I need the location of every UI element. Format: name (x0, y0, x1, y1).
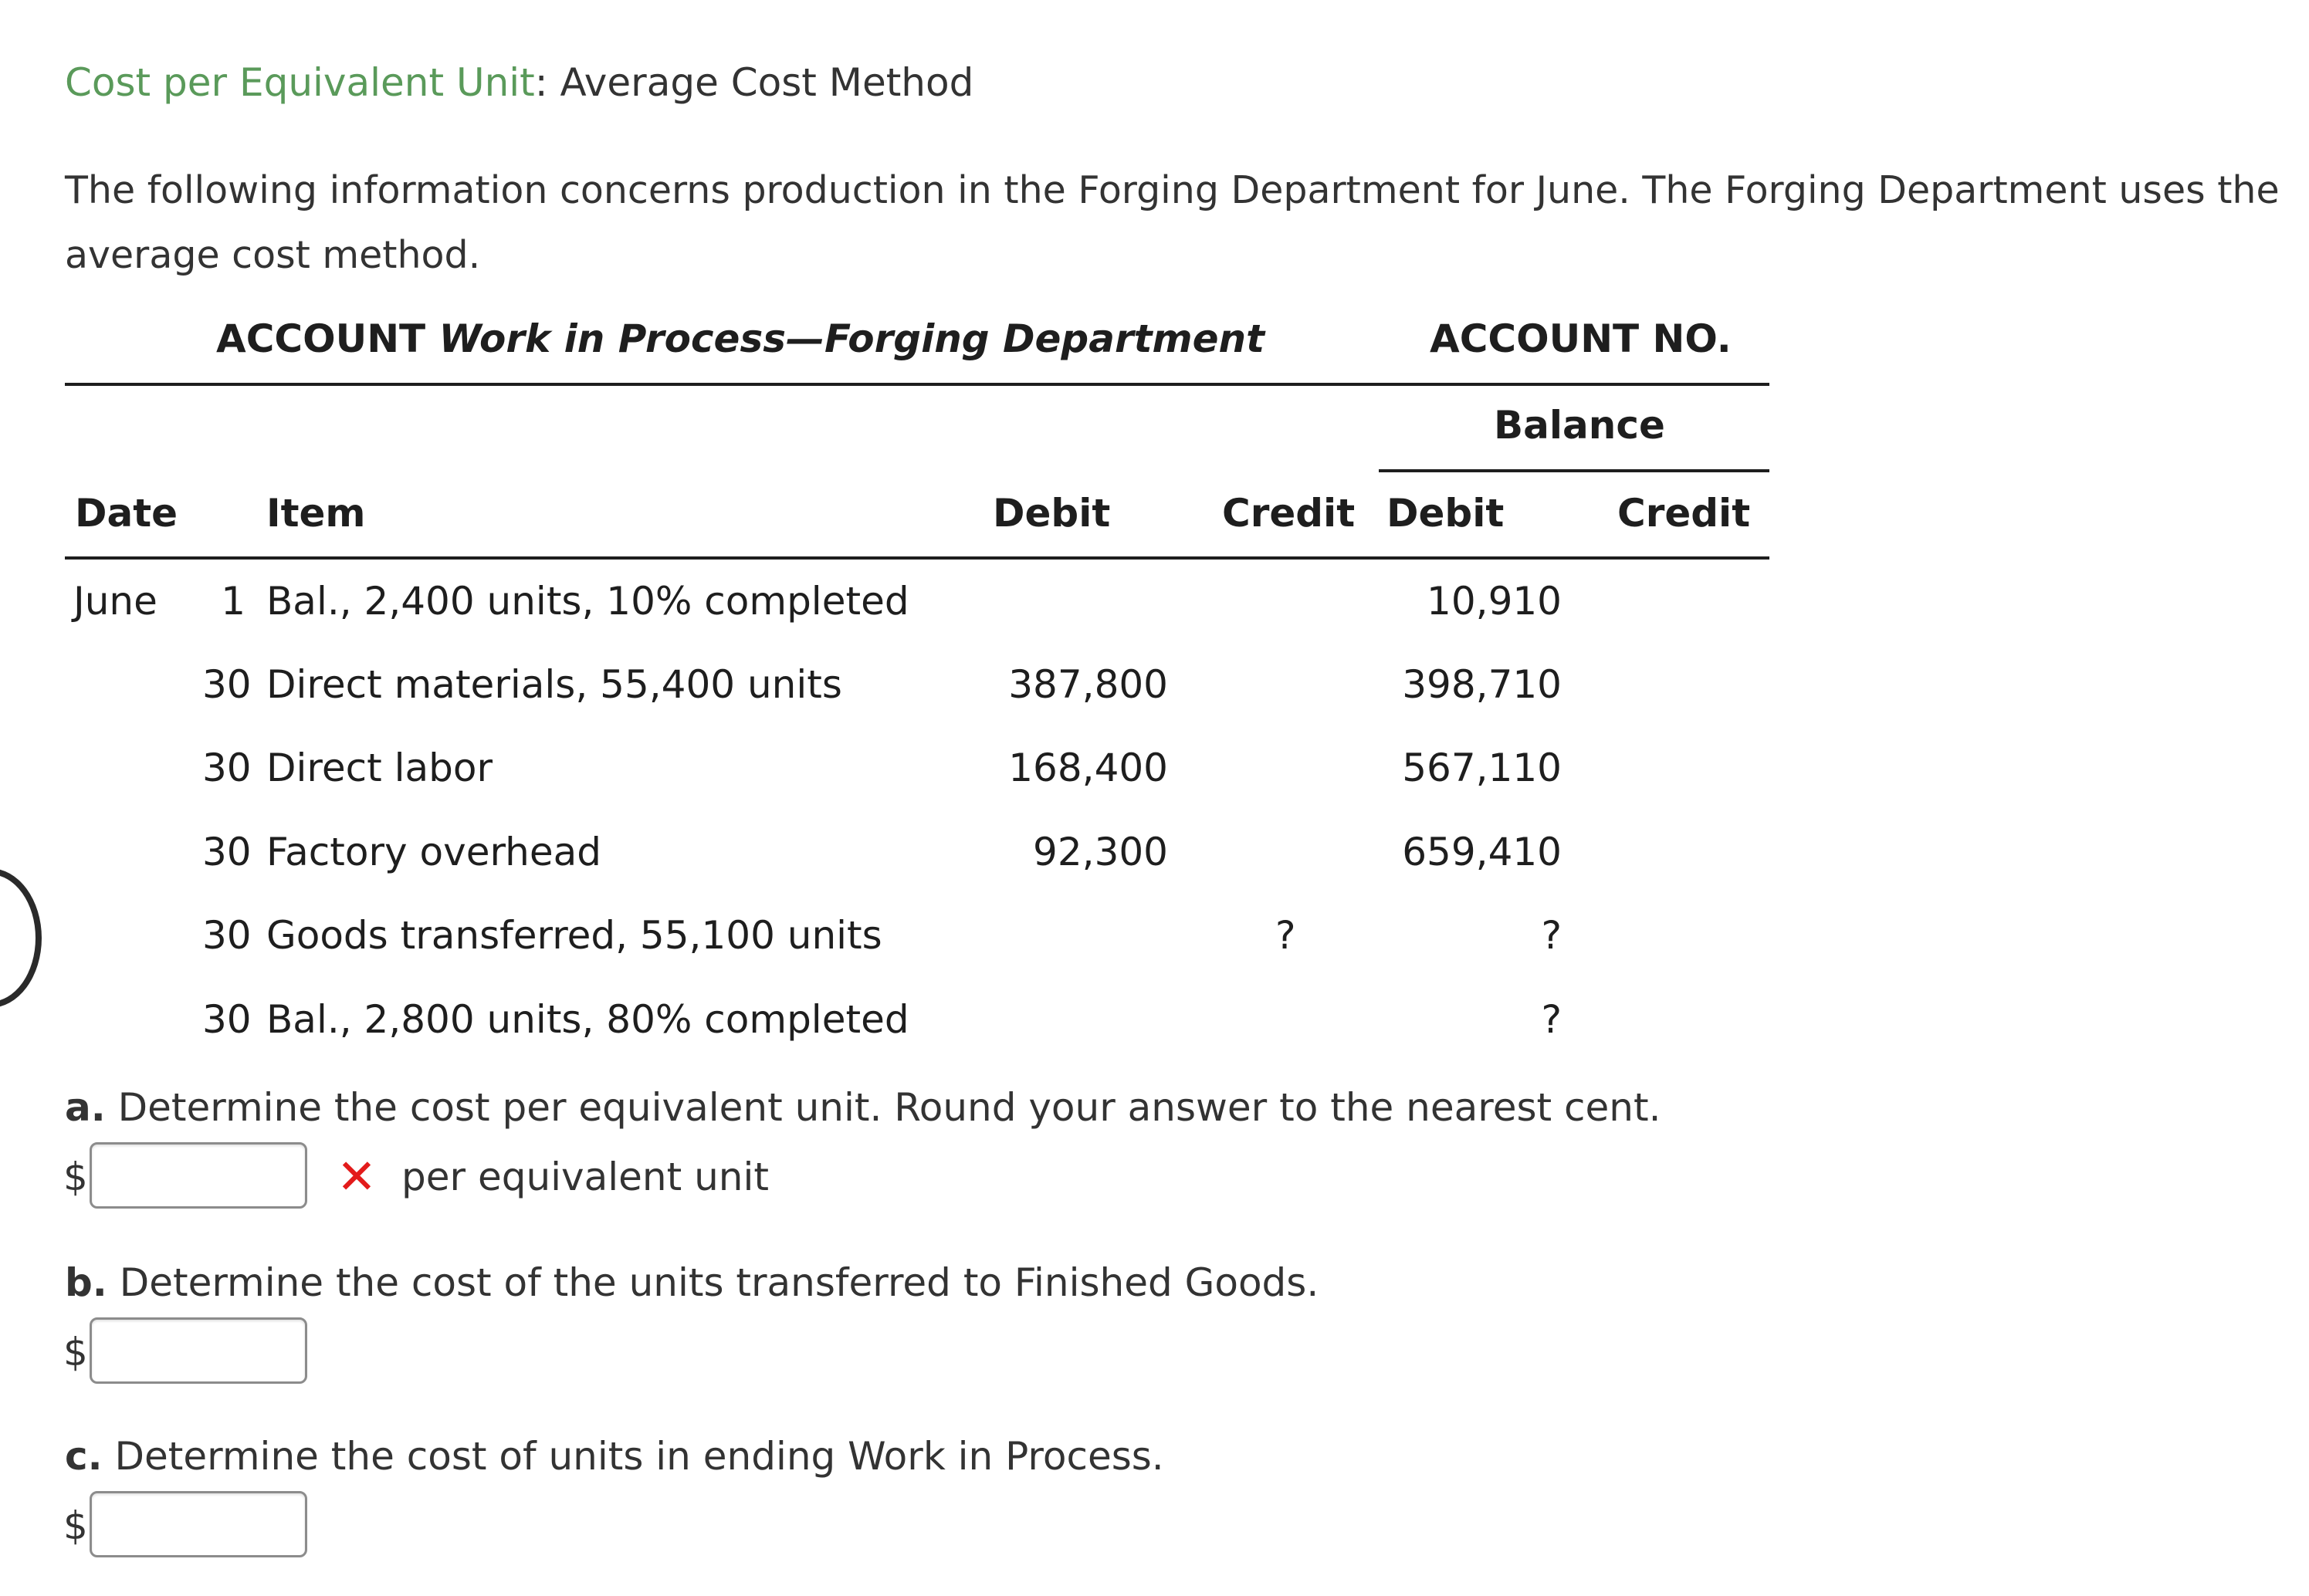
answer-a-suffix: per equivalent unit (401, 1155, 769, 1199)
answer-b-input[interactable] (90, 1317, 307, 1384)
question-a-letter: a. (65, 1085, 106, 1130)
answer-c-input[interactable] (90, 1491, 307, 1557)
row-day: 30 (202, 746, 252, 790)
x-mark-icon: ✕ (337, 1148, 377, 1205)
account-heading (216, 316, 1265, 361)
col-date: Date (75, 491, 178, 536)
col-item: Item (266, 491, 366, 536)
question-a-text: Determine the cost per equivalent unit. Round your answer to the nearest cent. (117, 1085, 1661, 1130)
row-item: Bal., 2,800 units, 80% completed (266, 997, 909, 1042)
col-balance-credit: Credit (1617, 491, 1751, 536)
row-debit: 92,300 (1033, 830, 1168, 874)
col-credit: Credit (1222, 491, 1356, 536)
row-day: 1 (221, 579, 245, 624)
question-c-text: Determine the cost of units in ending Work in Process. (114, 1434, 1164, 1479)
question-c (65, 1434, 1164, 1479)
row-item: Direct materials, 55,400 units (266, 662, 842, 707)
row-debit: 387,800 (1008, 662, 1168, 707)
question-b (65, 1260, 1319, 1305)
row-day: 30 (202, 913, 252, 958)
row-day: 30 (202, 662, 252, 707)
scroll-indicator-ring (0, 868, 42, 1008)
account-name: Work in Process—Forging Department (438, 316, 1265, 361)
currency-symbol: $ (63, 1155, 88, 1199)
question-b-letter: b. (65, 1260, 107, 1305)
row-balance-debit: ? (1541, 913, 1562, 958)
row-item: Bal., 2,400 units, 10% completed (266, 579, 909, 624)
row-month: June (73, 579, 157, 624)
currency-symbol: $ (63, 1503, 88, 1548)
row-balance-debit: 659,410 (1402, 830, 1562, 874)
balance-label: Balance (1494, 403, 1665, 448)
question-a (65, 1085, 1661, 1130)
ledger-top-rule (65, 383, 1769, 386)
page-title (65, 60, 973, 105)
currency-symbol: $ (63, 1330, 88, 1375)
question-c-letter: c. (65, 1434, 103, 1479)
intro-paragraph: The following information concerns production in the Forging Department for June. The Forging Department uses the average cost method. (65, 168, 2280, 277)
account-no-label: ACCOUNT NO. (1430, 316, 1732, 361)
balance-rule (1379, 469, 1769, 472)
topic-link[interactable]: Cost per Equivalent Unit (65, 60, 535, 105)
row-day: 30 (202, 830, 252, 874)
row-balance-debit: 10,910 (1427, 579, 1562, 624)
row-credit: ? (1275, 913, 1296, 958)
row-debit: 168,400 (1008, 746, 1168, 790)
header-rule (65, 556, 1769, 560)
account-label: ACCOUNT (216, 316, 426, 361)
row-item: Goods transferred, 55,100 units (266, 913, 882, 958)
row-balance-debit: 567,110 (1402, 746, 1562, 790)
answer-a-input[interactable] (90, 1142, 307, 1209)
title-separator: : (534, 60, 548, 105)
row-item: Direct labor (266, 746, 493, 790)
row-balance-debit: 398,710 (1402, 662, 1562, 707)
title-subject: Average Cost Method (560, 60, 974, 105)
row-item: Factory overhead (266, 830, 601, 874)
row-balance-debit: ? (1541, 997, 1562, 1042)
col-debit: Debit (993, 491, 1111, 536)
question-b-text: Determine the cost of the units transferred to Finished Goods. (119, 1260, 1319, 1305)
row-day: 30 (202, 997, 252, 1042)
col-balance-debit: Debit (1386, 491, 1505, 536)
